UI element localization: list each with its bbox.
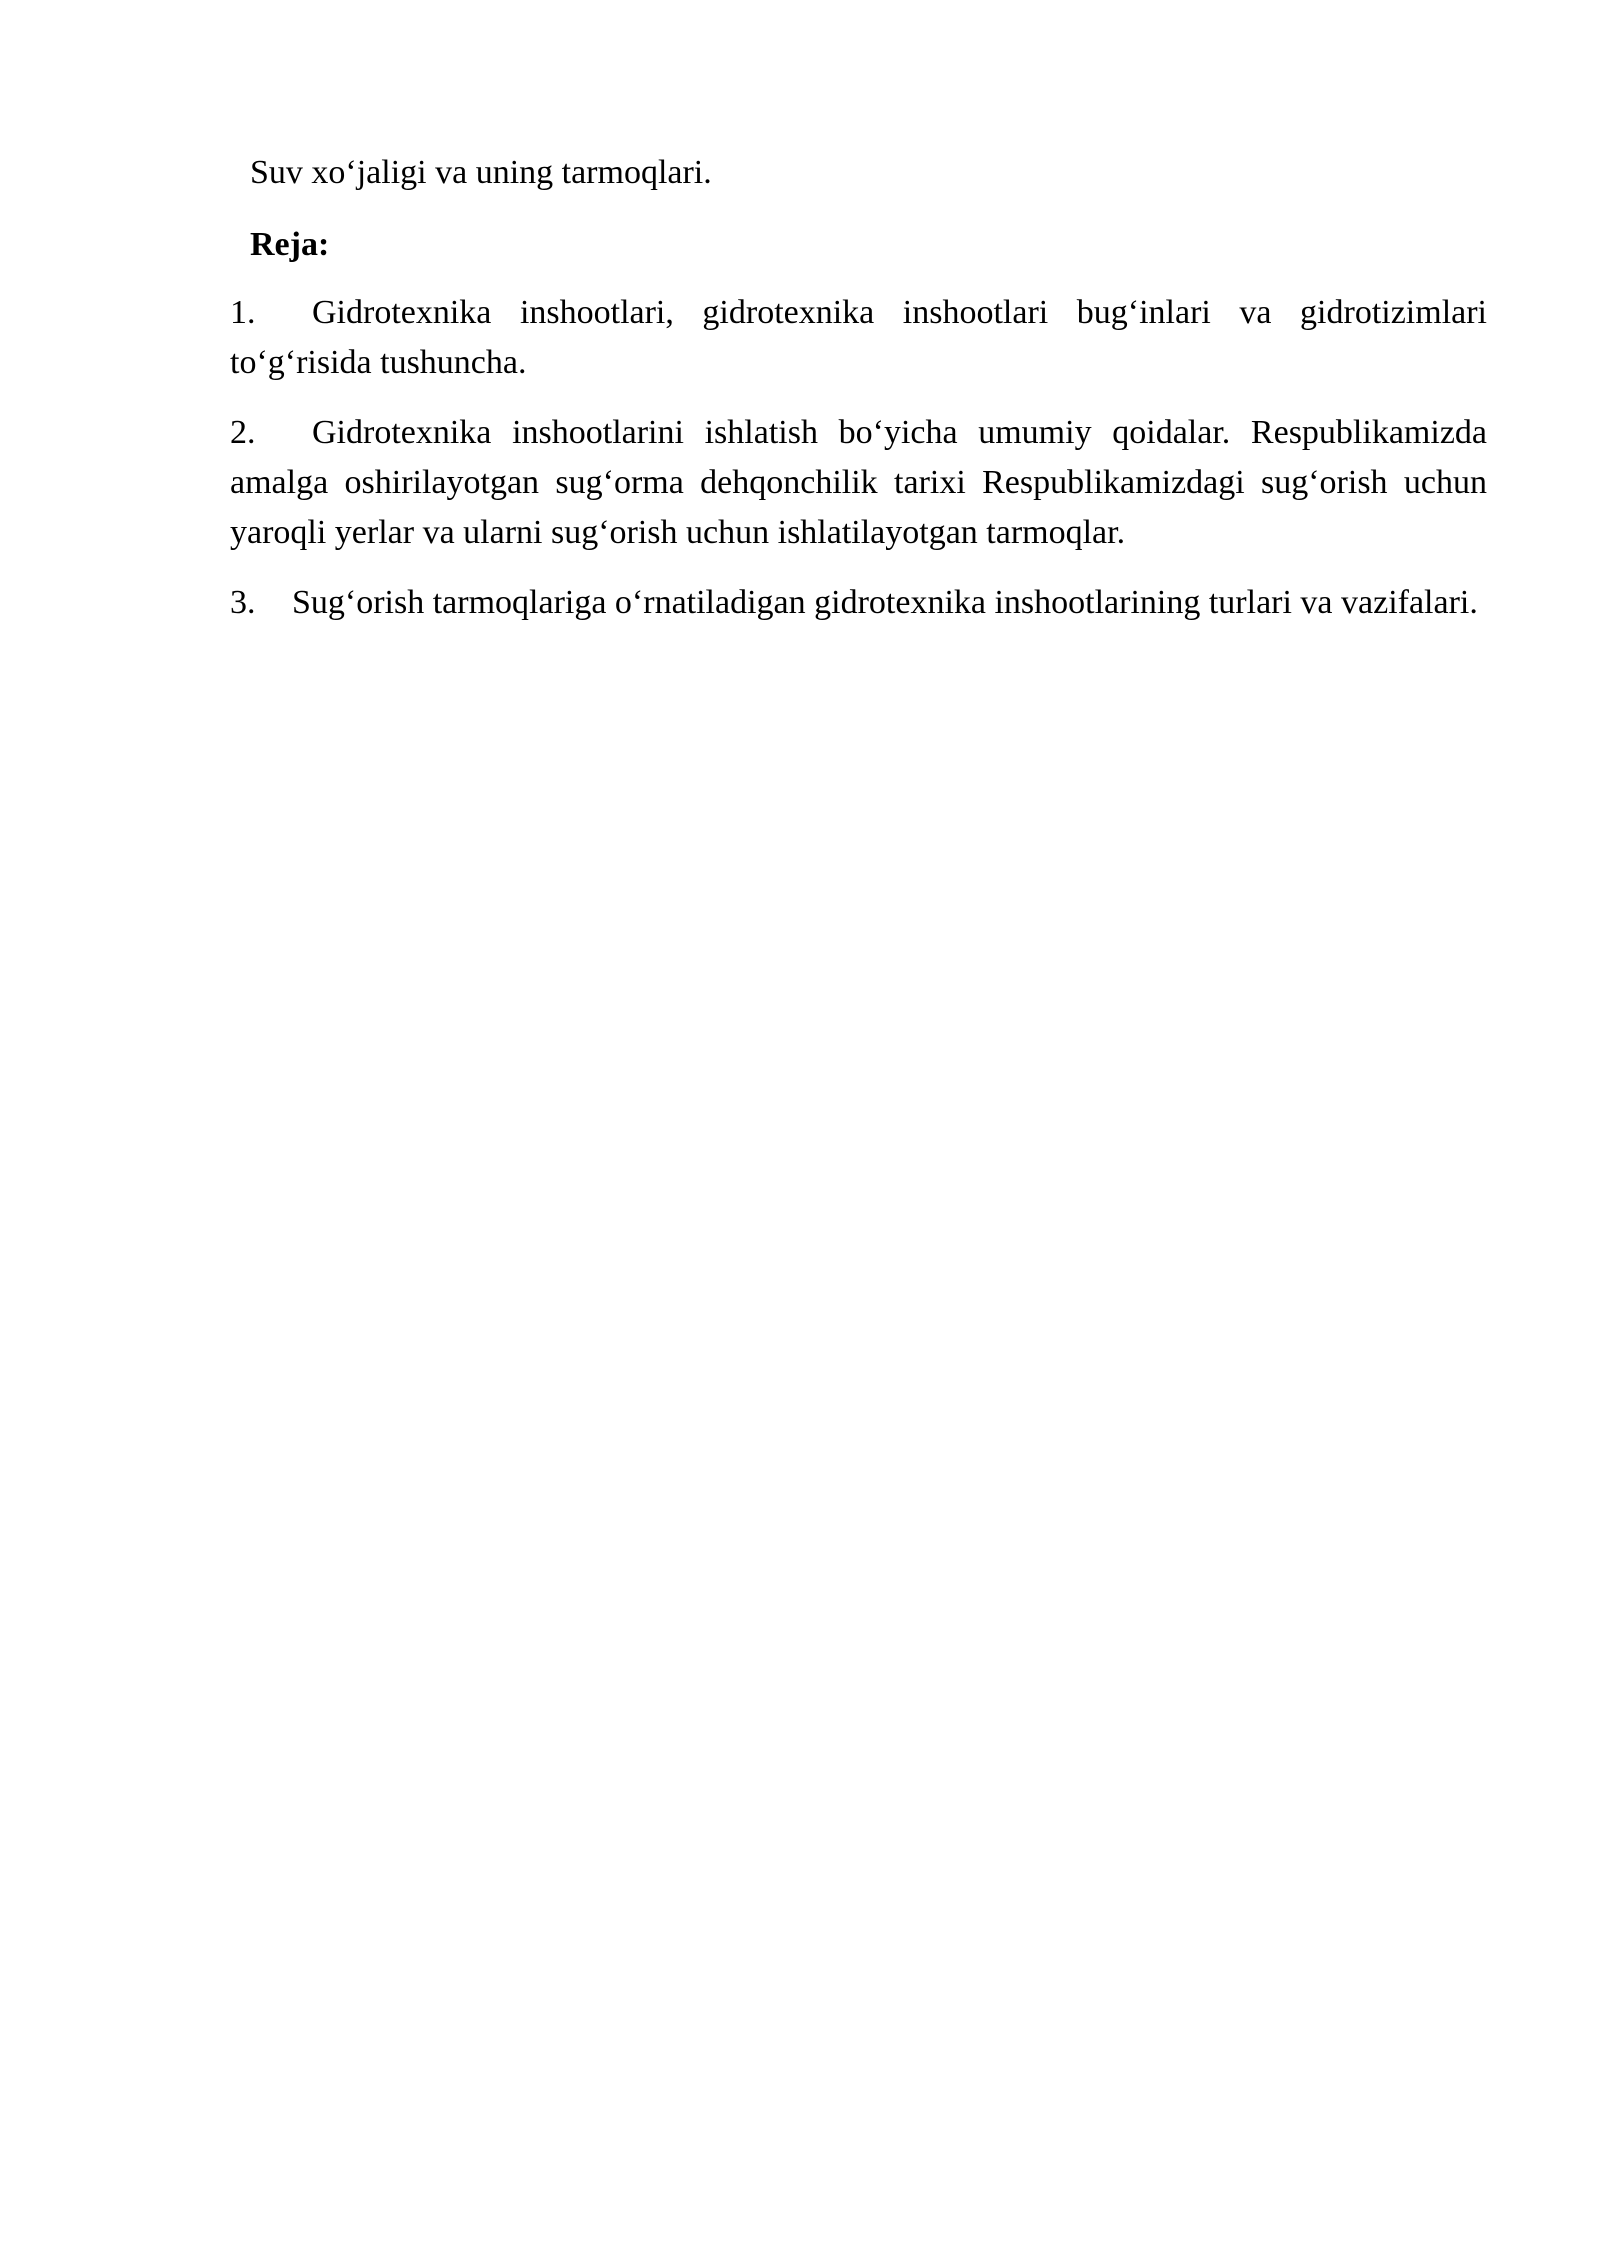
plan-item-text: Sug‘orish tarmoqlariga o‘rnatiladigan gidrotexnika inshootlarining turlari va vazifalari. (292, 584, 1478, 621)
document-body (230, 148, 1487, 648)
plan-item-1 (230, 288, 1487, 388)
plan-item-number: 1. (230, 294, 256, 331)
plan-item-number: 2. (230, 414, 256, 451)
plan-item-3 (230, 578, 1487, 628)
plan-item-text: Gidrotexnika inshootlarini ishlatish bo‘yicha umumiy qoidalar. Respublikamizda amalga oshirilayotgan sug‘orma dehqonchilik tarixi Respublikamizdagi sug‘orish uchun yaroqli yerlar va ularni sug‘orish uchun ishlatilayotgan tarmoqlar. (230, 414, 1487, 551)
document-title: Suv xo‘jaligi va uning tarmoqlari. (250, 154, 712, 191)
plan-heading: Reja: (250, 226, 330, 263)
plan-item-text: Gidrotexnika inshootlari, gidrotexnika inshootlari bug‘inlari va gidrotizimlari to‘g‘risida tushuncha. (230, 294, 1487, 381)
plan-item-2 (230, 408, 1487, 558)
plan-item-number: 3. (230, 584, 256, 621)
